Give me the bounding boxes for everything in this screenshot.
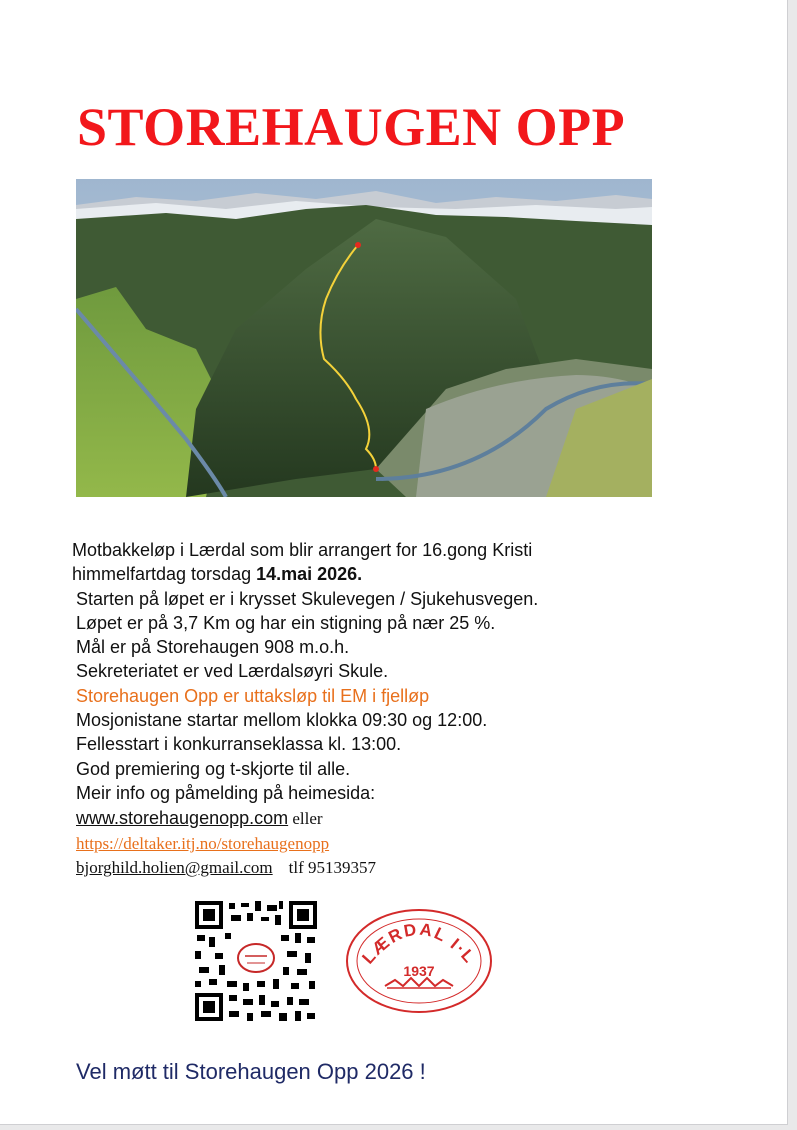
finish-location: Mål er på Storehaugen 908 m.o.h. xyxy=(76,637,350,657)
website-link[interactable]: www.storehaugenopp.com xyxy=(76,808,289,828)
intro-line-2 xyxy=(72,563,362,585)
prizes: God premiering og t-skjorte til alle. xyxy=(76,759,351,779)
start-location: Starten på løpet er i krysset Skulevegen / Sjukehusvegen. xyxy=(76,589,539,609)
welcome-footer: Vel møtt til Storehaugen Opp 2026 ! xyxy=(76,1059,426,1084)
poster-title: STOREHAUGEN OPP xyxy=(77,97,626,157)
contact-line xyxy=(76,857,376,879)
em-qualifier-note: Storehaugen Opp er uttaksløp til EM i fjelløp xyxy=(76,686,430,706)
race-date: 14.mai 2026. xyxy=(256,564,363,584)
intro-line-1: Motbakkeløp i Lærdal som blir arrangert for 16.gong Kristi xyxy=(72,540,533,560)
secretariat: Sekreteriatet er ved Lærdalsøyri Skule. xyxy=(76,661,389,681)
laerdal-il-logo xyxy=(345,908,493,1014)
deltaker-line xyxy=(76,833,329,855)
logo-year: 1937 xyxy=(403,963,435,979)
mosjonist-start: Mosjonistane startar mellom klokka 09:30 og 12:00. xyxy=(76,710,488,730)
website-line xyxy=(76,807,323,830)
email-link[interactable]: bjorghild.holien@gmail.com xyxy=(76,858,273,877)
valley-aerial-photo xyxy=(76,179,652,497)
intro-line-2-text: himmelfartdag torsdag xyxy=(72,564,257,584)
deltaker-link[interactable]: https://deltaker.itj.no/storehaugenopp xyxy=(76,834,330,853)
more-info: Meir info og påmelding på heimesida: xyxy=(76,783,376,803)
course-length: Løpet er på 3,7 Km og har ein stigning på nær 25 %. xyxy=(76,613,496,633)
eller-text: eller xyxy=(288,809,323,828)
logo-name: LÆRDAL I·L xyxy=(358,919,480,968)
phone-number: tlf 95139357 xyxy=(288,858,377,877)
qr-code[interactable] xyxy=(195,901,317,1021)
mass-start: Fellesstart i konkurranseklassa kl. 13:00. xyxy=(76,734,402,754)
